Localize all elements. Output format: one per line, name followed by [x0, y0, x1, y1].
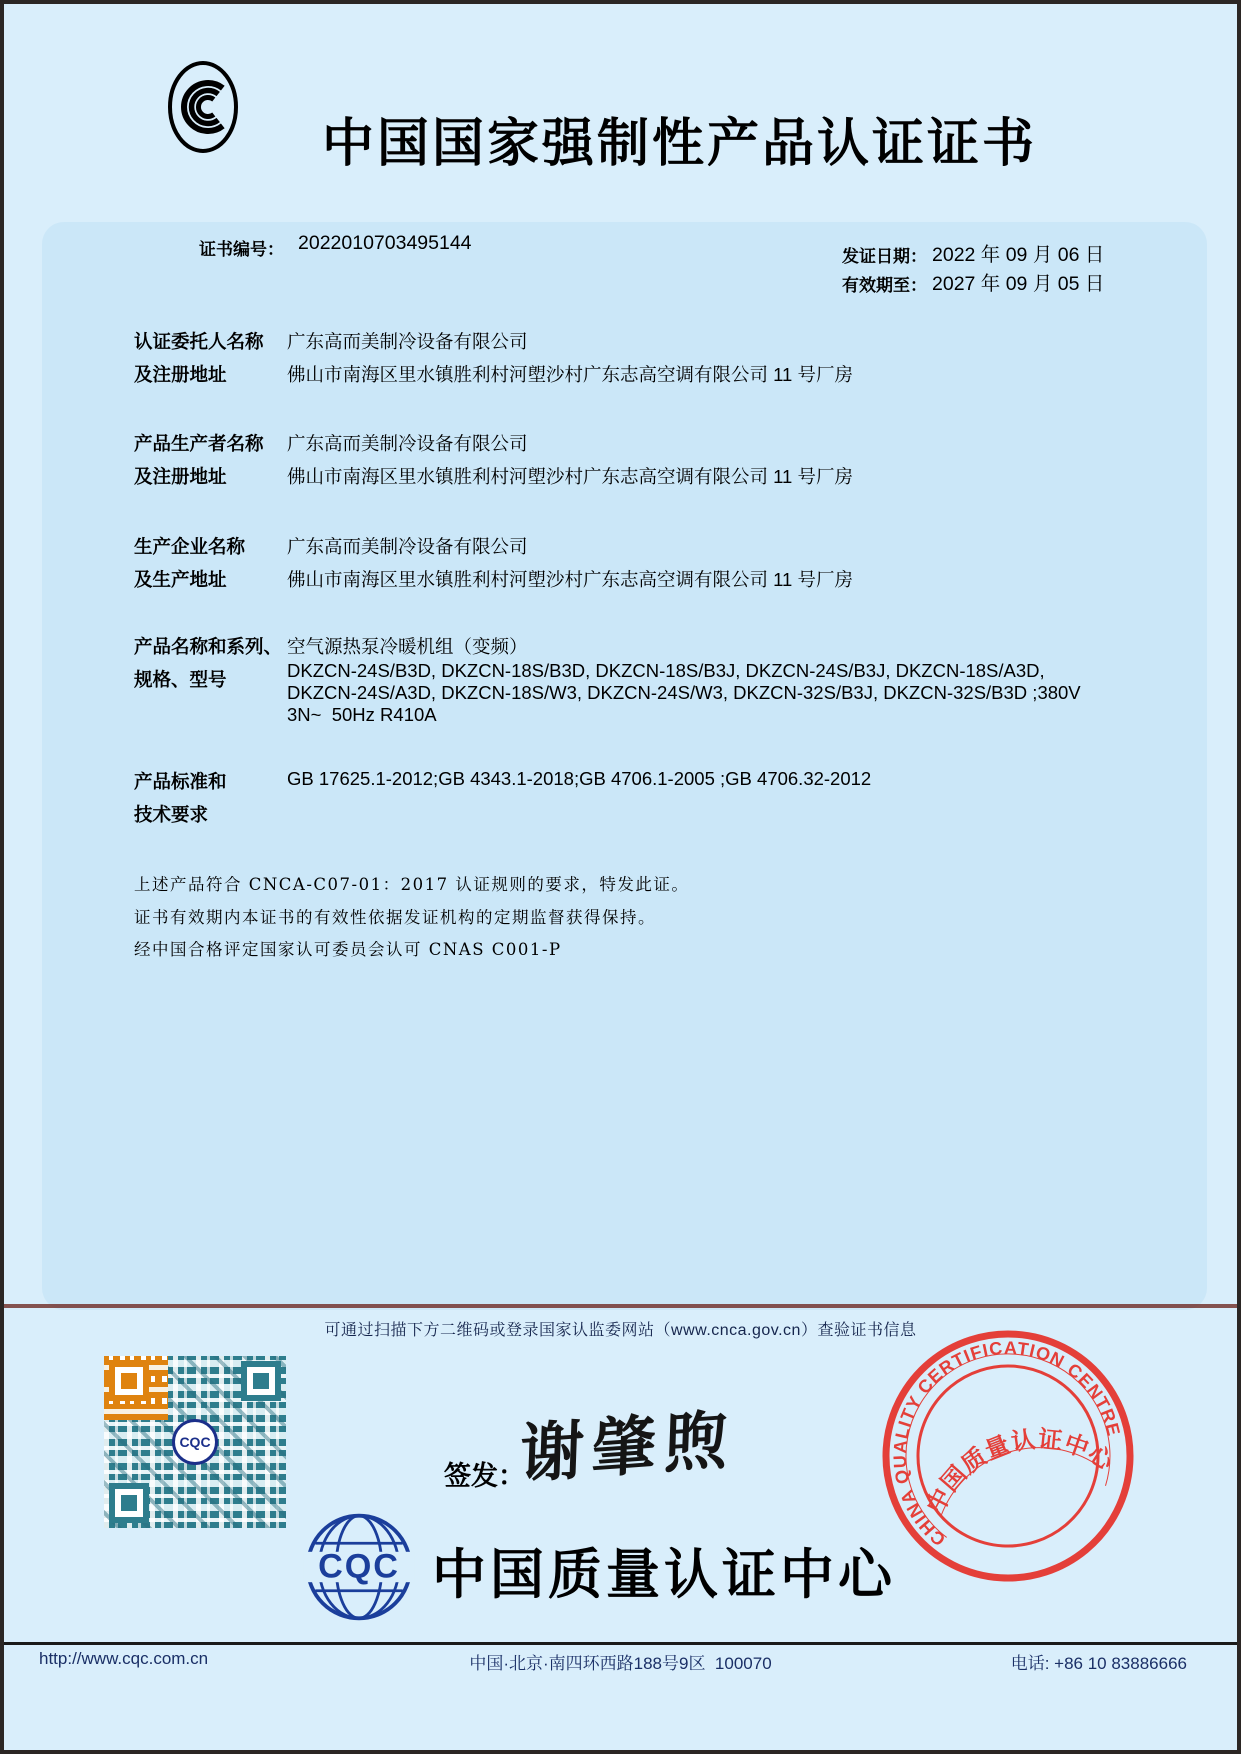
cqc-red-stamp — [878, 1326, 1138, 1586]
applicant-name-value: 广东高而美制冷设备有限公司 — [287, 331, 528, 352]
cqc-abbr-text: CQC — [318, 1547, 400, 1586]
standards-label-line2: 技术要求 — [134, 804, 209, 825]
applicant-address-label: 及注册地址 — [134, 364, 227, 385]
verification-note: 可通过扫描下方二维码或登录国家认监委网站（www.cnca.gov.cn）查验证书信息 — [324, 1322, 917, 1339]
product-models-line2: DKZCN-24S/A3D, DKZCN-18S/W3, DKZCN-24S/W3, DKZCN-32S/B3J, DKZCN-32S/B3D ;380V — [287, 682, 1081, 703]
product-models-label: 规格、型号 — [134, 669, 227, 690]
signature: 谢肇煦 — [518, 1402, 737, 1493]
standards-value: GB 17625.1-2012;GB 4343.1-2018;GB 4706.1-2005 ;GB 4706.32-2012 — [287, 768, 872, 789]
ccc-logo-icon — [166, 60, 238, 154]
footer-divider — [4, 1642, 1237, 1645]
qr-code — [104, 1356, 286, 1528]
qr-finder-top-left — [109, 1361, 149, 1401]
producer-name-value: 广东高而美制冷设备有限公司 — [287, 433, 528, 454]
issue-date-value: 2022 年 09 月 06 日 — [932, 244, 1105, 266]
qr-finder-top-right — [241, 1361, 281, 1401]
factory-name-value: 广东高而美制冷设备有限公司 — [287, 536, 528, 557]
producer-address-label: 及注册地址 — [134, 466, 227, 487]
footer-website: http://www.cqc.com.cn — [39, 1649, 209, 1668]
qr-finder-bottom-left — [109, 1483, 149, 1523]
cqc-globe-icon — [302, 1510, 416, 1624]
producer-address-value: 佛山市南海区里水镇胜利村河塱沙村广东志高空调有限公司 11 号厂房 — [287, 466, 853, 487]
applicant-address-value: 佛山市南海区里水镇胜利村河塱沙村广东志高空调有限公司 11 号厂房 — [287, 364, 853, 385]
qr-cqc-badge — [172, 1419, 218, 1465]
factory-address-label: 及生产地址 — [134, 569, 227, 590]
product-models-line3: 3N~ 50Hz R410A — [287, 704, 437, 725]
issuer-name: 中国质量认证中心 — [432, 1545, 896, 1605]
statement-line-3: 经中国合格评定国家认可委员会认可 CNAS C001-P — [134, 940, 562, 959]
statement-line-2: 证书有效期内本证书的有效性依据发证机构的定期监督获得保持。 — [134, 908, 656, 927]
producer-name-label: 产品生产者名称 — [134, 433, 264, 454]
standards-label-line1: 产品标准和 — [134, 771, 227, 792]
factory-address-value: 佛山市南海区里水镇胜利村河塱沙村广东志高空调有限公司 11 号厂房 — [287, 569, 853, 590]
product-models-line1: DKZCN-24S/B3D, DKZCN-18S/B3D, DKZCN-18S/B3J, DKZCN-24S/B3J, DKZCN-18S/A3D, — [287, 660, 1045, 681]
page-title: 中国国家强制性产品认证证书 — [322, 114, 1038, 173]
footer-address: 中国·北京·南四环西路188号9区 100070 — [469, 1654, 772, 1673]
qr-badge-text: CQC — [179, 1434, 211, 1450]
footer-phone: 电话: +86 10 83886666 — [1010, 1654, 1187, 1673]
statement-line-1: 上述产品符合 CNCA-C07-01：2017 认证规则的要求，特发此证。 — [134, 875, 690, 894]
applicant-name-label: 认证委托人名称 — [134, 331, 264, 352]
stamp-text-cn: 中国质量认证中心 — [921, 1425, 1119, 1519]
cert-number-label: 证书编号： — [199, 240, 284, 260]
product-name-label: 产品名称和系列、 — [134, 636, 283, 657]
product-name-value: 空气源热泵冷暖机组（变频） — [287, 636, 528, 657]
expiry-date-value: 2027 年 09 月 05 日 — [932, 273, 1105, 295]
issue-date-label: 发证日期： — [842, 247, 927, 267]
factory-name-label: 生产企业名称 — [134, 536, 246, 557]
stamp-text-en: CHINA QUALITY CERTIFICATION CENTRE — [889, 1337, 1125, 1550]
scan-fold-line — [4, 1304, 1237, 1308]
cert-number-value: 2022010703495144 — [298, 232, 472, 254]
expiry-date-label: 有效期至： — [842, 276, 927, 296]
sign-off-label: 签发： — [444, 1461, 525, 1491]
